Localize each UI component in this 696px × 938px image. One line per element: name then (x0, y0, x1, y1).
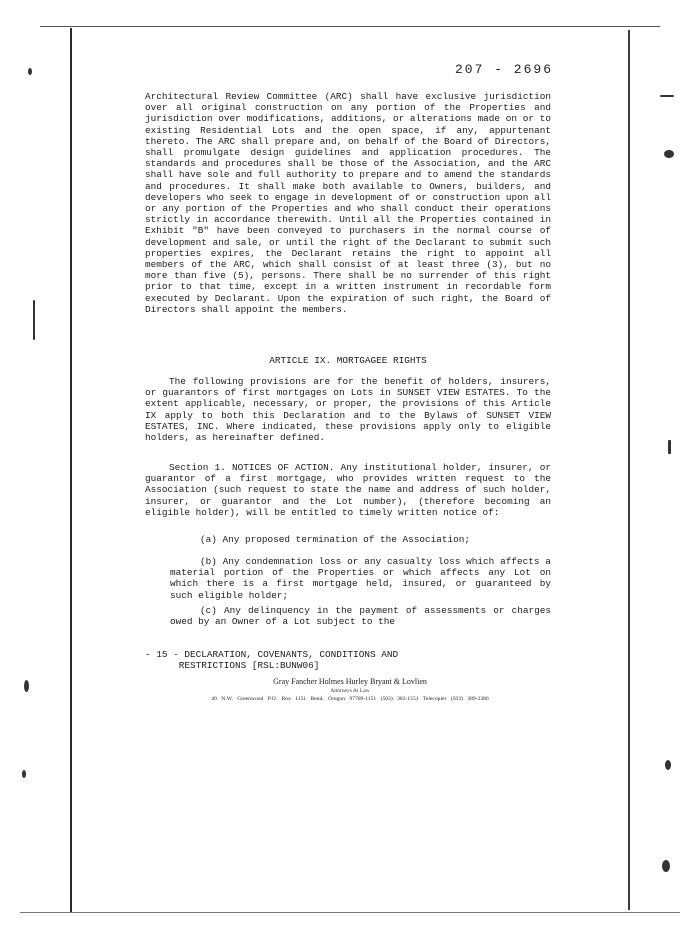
scan-speck (22, 770, 26, 778)
scan-speck (664, 150, 674, 158)
scan-speck (24, 680, 29, 692)
scan-right-rule (628, 30, 630, 910)
firm-address: 40 N.W. Greenwood P.O. Box 1151 Bend, Oregon 97709-1151 (503) 382-1551 Telecopier (503) 389-3386 (211, 696, 489, 702)
list-item-c: (c) Any delinquency in the payment of assessments or charges owed by an Owner of a Lot subject to the (170, 605, 551, 628)
footer-caption: - 15 - DECLARATION, COVENANTS, CONDITIONS AND RESTRICTIONS [RSL:BUNW06] (145, 649, 399, 672)
scan-speck (668, 440, 671, 454)
page-number: 207 - 2696 (455, 62, 554, 77)
scan-left-rule (70, 28, 72, 913)
article-heading: ARTICLE IX. MORTGAGEE RIGHTS (269, 355, 427, 366)
scan-speck (660, 95, 674, 97)
list-item-b: (b) Any condemnation loss or any casualty loss which affects a material portion of the Properties or which affects any Lot on which there is a first mortgage held, insured, or guaranteed by such eligible holder; (170, 556, 551, 601)
scan-speck (665, 760, 671, 770)
firm-name: Gray Fancher Holmes Hurley Bryant & Lovlien (273, 677, 427, 686)
arc-paragraph: Architectural Review Committee (ARC) shall have exclusive jurisdiction over all original construction on any portion of the Properties and jurisdiction over modifications, additions, or alterations made on or to existing Residential Lots and the open space, if any, appurtenant thereto. The ARC shall prepare and, on behalf of the Board of Directors, shall promulgate design guidelines and application procedures. The standards and procedures shall be those of the Association, and the ARC shall have sole and full authority to prepare and to amend the standards and procedures. It shall make both available to Owners, builders, and developers who seek to engage in development of or construction upon all or any portion of the Properties and who shall conduct their operations strictly in accordance therewith. Until all the Properties contained in Exhibit "B" have been conveyed to purchasers in the normal course of development and sale, or until the right of the Declarant to submit such properties expires, the Declarant retains the right to appoint all members of the ARC, which shall consist of at least three (3), but no more than five (5), persons. There shall be no surrender of this right prior to that time, except in a written instrument in recordable form executed by Declarant. Upon the expiration of such right, the Board of Directors shall appoint the members. (145, 91, 551, 315)
scan-speck (28, 68, 32, 75)
intro-paragraph: The following provisions are for the benefit of holders, insurers, or guarantors of first mortgages on Lots in SUNSET VIEW ESTATES. To the extent applicable, necessary, or proper, the provisions of this Article IX apply to both this Declaration and to the Bylaws of SUNSET VIEW ESTATES, INC. Where indicated, these provisions apply only to eligible holders, as hereinafter defined. (145, 376, 551, 444)
scan-top-edge (40, 26, 660, 27)
firm-subtitle: Attorneys At Law (330, 688, 370, 694)
scan-speck (33, 300, 35, 340)
scan-speck (662, 860, 670, 872)
scan-left-margin (0, 0, 70, 938)
section-1-paragraph: Section 1. NOTICES OF ACTION. Any institutional holder, insurer, or guarantor of a first mortgage, who provides written request to the Association (such request to state the name and address of such holder, insurer, or guarantor and the Lot number), (therefore becoming an eligible holder), will be entitled to timely written notice of: (145, 462, 551, 518)
list-item-a: (a) Any proposed termination of the Association; (200, 534, 471, 545)
scan-bottom-edge (20, 912, 680, 913)
